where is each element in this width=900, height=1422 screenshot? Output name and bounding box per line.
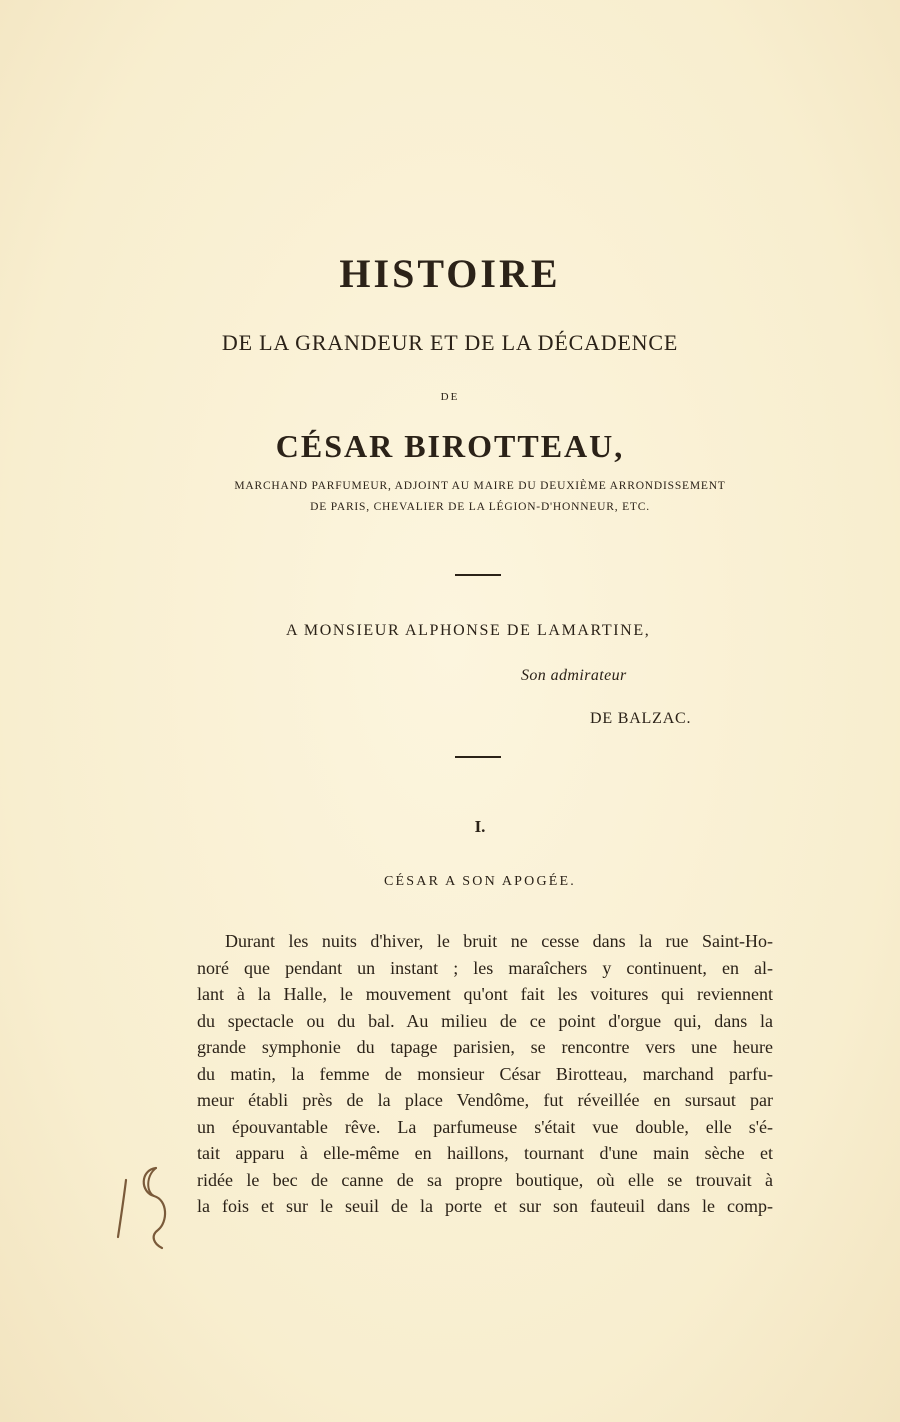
page-title: HISTOIRE bbox=[339, 251, 561, 296]
handwritten-number-icon bbox=[110, 1162, 180, 1252]
body-line: meur établi près de la place Vendôme, fut réveillée en sursaut par bbox=[197, 1090, 773, 1110]
de-connector: DE bbox=[440, 391, 460, 403]
body-line: Durant les nuits d'hiver, le bruit ne cesse dans la rue Saint-Ho- bbox=[225, 931, 773, 951]
body-line: noré que pendant un instant ; les maraîchers y continuent, en al- bbox=[197, 957, 773, 978]
body-line: du matin, la femme de monsieur César Birotteau, marchand parfu- bbox=[197, 1063, 773, 1084]
chapter-number: I. bbox=[474, 817, 486, 836]
divider-rule bbox=[455, 756, 501, 758]
body-line: grande symphonie du tapage parisien, se rencontre vers une heure bbox=[197, 1037, 773, 1057]
body-line: ridée le bec de canne de sa propre boutique, où elle se trouvait à bbox=[197, 1169, 773, 1190]
body-line: lant à la Halle, le mouvement qu'ont fait les voitures qui reviennent bbox=[197, 984, 773, 1004]
body-paragraph bbox=[197, 928, 773, 1220]
dedication-signature: DE BALZAC. bbox=[590, 710, 692, 727]
body-line: un épouvantable rêve. La parfumeuse s'était vue double, elle s'é- bbox=[197, 1116, 773, 1137]
body-line: la fois et sur le seuil de la porte et sur son fauteuil dans le comp- bbox=[197, 1196, 773, 1216]
dedication-admirer: Son admirateur bbox=[521, 667, 627, 684]
body-line: du spectacle ou du bal. Au milieu de ce point d'orgue qui, dans la bbox=[197, 1010, 773, 1031]
protagonist-name: CÉSAR BIROTTEAU, bbox=[275, 428, 625, 464]
subtitle: DE LA GRANDEUR ET DE LA DÉCADENCE bbox=[221, 330, 679, 355]
dedication-recipient: A MONSIEUR ALPHONSE DE LAMARTINE, bbox=[286, 622, 651, 639]
description-line-2: DE PARIS, CHEVALIER DE LA LÉGION-D'HONNEUR, ETC. bbox=[310, 501, 650, 513]
body-line: tait apparu à elle-même en haillons, tournant d'une main sèche et bbox=[197, 1143, 773, 1163]
description-line-1: MARCHAND PARFUMEUR, ADJOINT AU MAIRE DU DEUXIÈME ARRONDISSEMENT bbox=[234, 480, 726, 492]
chapter-title: CÉSAR A SON APOGÉE. bbox=[384, 874, 576, 889]
divider-rule bbox=[455, 574, 501, 576]
